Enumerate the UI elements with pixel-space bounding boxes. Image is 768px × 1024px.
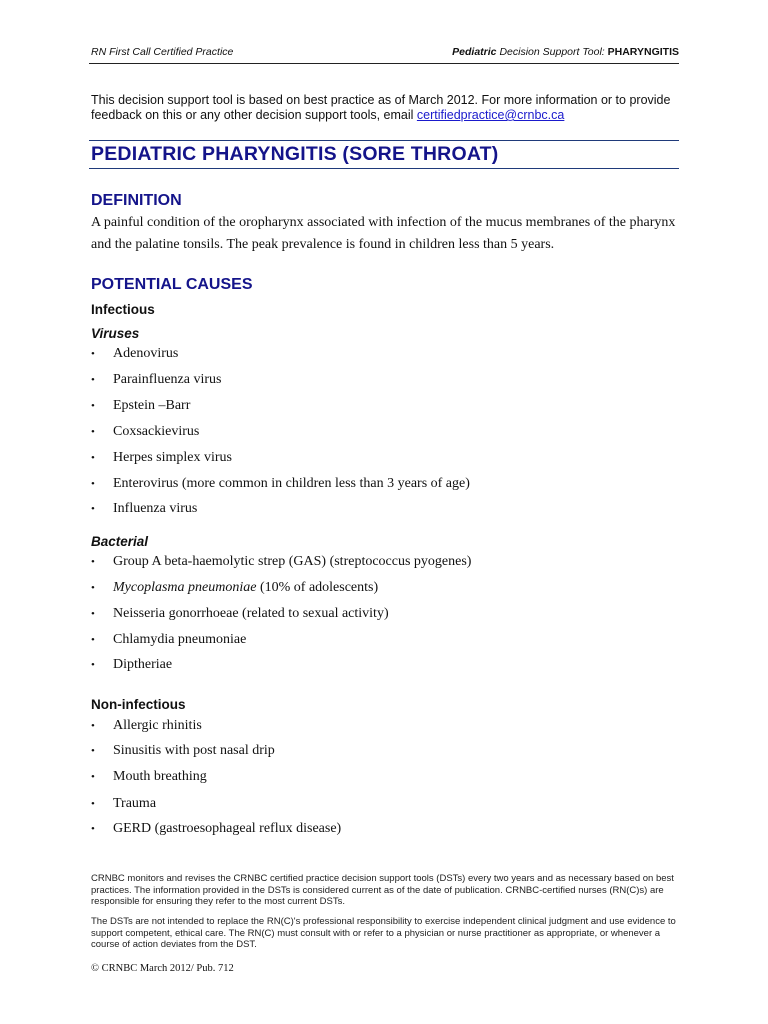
- list-item-text: Diptheriae: [113, 657, 173, 672]
- infectious-heading: Infectious: [91, 302, 155, 317]
- list-item-text: (10% of adolescents): [256, 580, 379, 595]
- list-item-text: Influenza virus: [113, 501, 198, 516]
- email-link[interactable]: certifiedpractice@crnbc.ca: [416, 108, 565, 122]
- list-item-text: Herpes simplex virus: [113, 450, 232, 465]
- bullet-icon: •: [91, 452, 95, 464]
- bullet-icon: •: [91, 659, 95, 671]
- bullet-icon: •: [91, 400, 95, 412]
- header-pediatric: Pediatric: [452, 46, 497, 58]
- footer-note-disclaimer: The DSTs are not intended to replace the RN(C)'s professional responsibility to exercise independent clinical judgment and use evidence to support competent, ethical care. The RN(C) must consult with or refer to a physician or nurse practitioner as appropriate, or whenever a course of action deviates from the DST.: [91, 916, 676, 950]
- bullet-icon: •: [91, 478, 95, 490]
- list-item-text: Trauma: [113, 796, 157, 811]
- list-item-text: Parainfluenza virus: [113, 372, 222, 387]
- bullet-icon: •: [91, 348, 95, 360]
- list-item: [91, 718, 202, 734]
- list-item: [91, 424, 199, 440]
- list-item: [91, 821, 341, 837]
- list-item: [91, 632, 246, 648]
- list-item-text: Adenovirus: [113, 346, 179, 361]
- footer-note-revisions: CRNBC monitors and revises the CRNBC certified practice decision support tools (DSTs) every two years and as necessary based on best practices. The information provided in the DSTs is considered current as of the date of publication. CRNBC-certified nurses (RN(C)s) are responsible for ensuring they refer to the most current DSTs.: [91, 873, 674, 907]
- header-dst-label: Decision Support Tool:: [496, 46, 608, 58]
- list-item: [91, 450, 232, 466]
- running-header-left: RN First Call Certified Practice: [91, 46, 234, 58]
- list-item-text: Neisseria gonorrhoeae (related to sexual activity): [113, 606, 389, 621]
- page-title: PEDIATRIC PHARYNGITIS (SORE THROAT): [91, 143, 499, 165]
- bacterial-heading: Bacterial: [91, 534, 149, 549]
- header-rule: [89, 63, 679, 64]
- list-item-text: GERD (gastroesophageal reflux disease): [113, 821, 342, 836]
- copyright-line: © CRNBC March 2012/ Pub. 712: [91, 963, 234, 974]
- definition-heading: DEFINITION: [91, 192, 182, 209]
- bullet-icon: •: [91, 556, 95, 568]
- bullet-icon: •: [91, 771, 95, 783]
- list-item: [91, 554, 471, 570]
- list-item: [91, 398, 190, 414]
- bullet-icon: •: [91, 823, 95, 835]
- list-item: [91, 657, 172, 673]
- bullet-icon: •: [91, 720, 95, 732]
- list-item: [91, 346, 178, 362]
- list-item: [91, 580, 378, 596]
- title-rule-top: [89, 140, 679, 141]
- running-header-right: [452, 46, 679, 58]
- list-item-text: Enterovirus (more common in children less than 3 years of age): [113, 476, 470, 491]
- list-item: [91, 796, 156, 812]
- bullet-icon: •: [91, 745, 95, 757]
- list-item-text: Allergic rhinitis: [113, 718, 202, 733]
- bullet-icon: •: [91, 582, 95, 594]
- definition-text: A painful condition of the oropharynx associated with infection of the mucus membranes of the pharynx and the palatine tonsils. The peak prevalence is found in children less than 5 years.: [91, 215, 676, 252]
- bullet-icon: •: [91, 798, 95, 810]
- noninfectious-heading: Non-infectious: [91, 697, 186, 712]
- list-item-text: Chlamydia pneumoniae: [113, 632, 247, 647]
- list-item: [91, 501, 197, 517]
- bullet-icon: •: [91, 503, 95, 515]
- list-item: [91, 372, 221, 388]
- list-item: [91, 743, 275, 759]
- list-item: [91, 476, 470, 492]
- list-item-text: Mouth breathing: [113, 769, 207, 784]
- bullet-icon: •: [91, 634, 95, 646]
- bullet-icon: •: [91, 608, 95, 620]
- causes-heading: POTENTIAL CAUSES: [91, 276, 253, 293]
- list-item: [91, 606, 389, 622]
- bullet-icon: •: [91, 374, 95, 386]
- list-item-text-italic: Mycoplasma pneumoniae: [113, 580, 257, 595]
- viruses-heading: Viruses: [91, 326, 140, 341]
- bullet-icon: •: [91, 426, 95, 438]
- header-topic: PHARYNGITIS: [607, 46, 679, 58]
- list-item-text: Sinusitis with post nasal drip: [113, 743, 275, 758]
- list-item: [91, 769, 207, 785]
- title-rule-bottom: [89, 168, 679, 169]
- intro-paragraph: [91, 93, 691, 123]
- list-item-text: Group A beta-haemolytic strep (GAS) (streptococcus pyogenes): [113, 554, 472, 569]
- list-item-text: Coxsackievirus: [113, 424, 200, 439]
- intro-text: This decision support tool is based on best practice as of March 2012. For more information or to provide feedback on this or any other decision support tools, email: [91, 93, 671, 122]
- list-item-text: Epstein –Barr: [113, 398, 191, 413]
